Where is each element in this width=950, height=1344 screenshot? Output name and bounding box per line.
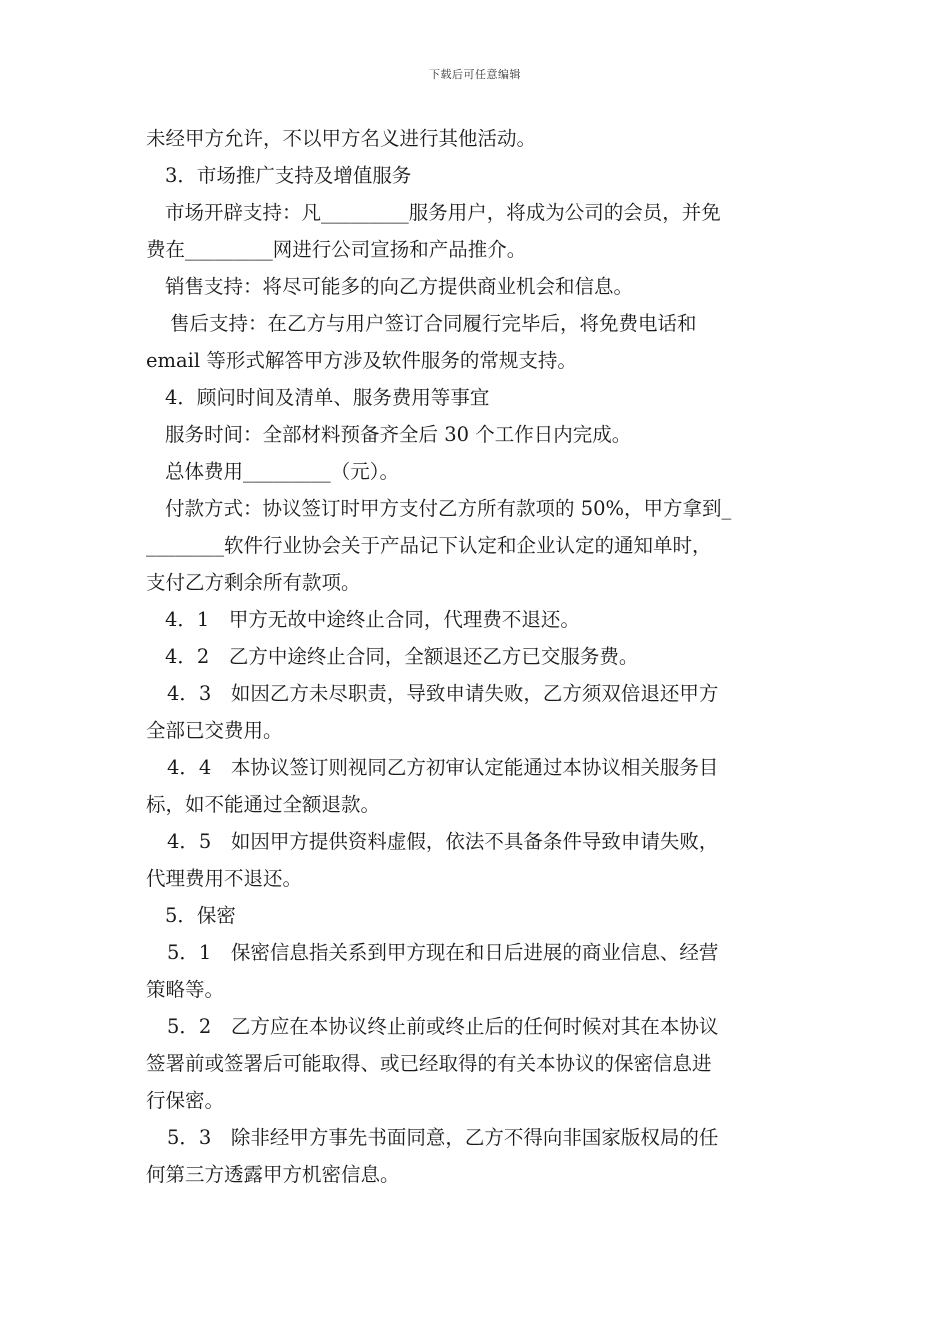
paragraph-line: 标，如不能通过全额退款。 <box>146 793 381 816</box>
paragraph-line: 支付乙方剩余所有款项。 <box>146 571 361 594</box>
page-header: 下载后可任意编辑 <box>429 68 521 81</box>
paragraph-line: 费在_________网进行公司宣扬和产品推介。 <box>146 238 527 261</box>
paragraph-line: 未经甲方允许，不以甲方名义进行其他活动。 <box>146 127 537 150</box>
paragraph-line: 市场开辟支持：凡_________服务用户，将成为公司的会员，并免 <box>165 201 721 224</box>
section-heading-3: 3．市场推广支持及增值服务 <box>165 164 412 187</box>
paragraph-line: 全部已交费用。 <box>146 719 283 742</box>
paragraph-line: 总体费用_________（元）。 <box>165 460 400 483</box>
clause-line: 4．2 乙方中途终止合同，全额退还乙方已交服务费。 <box>165 645 639 668</box>
clause-line: 4．3 如因乙方未尽职责，导致申请失败，乙方须双倍退还甲方 <box>167 682 719 705</box>
section-heading-4: 4．顾问时间及清单、服务费用等事宜 <box>165 386 490 409</box>
paragraph-line: email 等形式解答甲方涉及软件服务的常规支持。 <box>146 349 577 372</box>
paragraph-line: 服务时间：全部材料预备齐全后 30 个工作日内完成。 <box>165 423 632 446</box>
clause-line: 5．2 乙方应在本协议终止前或终止后的任何时候对其在本协议 <box>167 1015 719 1038</box>
paragraph-line: ________软件行业协会关于产品记下认定和企业认定的通知单时， <box>146 534 712 557</box>
paragraph-line: 策略等。 <box>146 978 225 1001</box>
clause-line: 4．1 甲方无故中途终止合同，代理费不退还。 <box>165 608 580 631</box>
paragraph-line: 代理费用不退还。 <box>146 867 303 890</box>
document-body <box>146 120 810 1193</box>
paragraph-line: 何第三方透露甲方机密信息。 <box>146 1163 400 1186</box>
clause-line: 5．3 除非经甲方事先书面同意，乙方不得向非国家版权局的任 <box>167 1126 719 1149</box>
paragraph-line: 行保密。 <box>146 1089 225 1112</box>
section-heading-5: 5．保密 <box>165 904 236 927</box>
clause-line: 5．1 保密信息指关系到甲方现在和日后进展的商业信息、经营 <box>167 941 719 964</box>
clause-line: 4．4 本协议签订则视同乙方初审认定能通过本协议相关服务目 <box>167 756 719 779</box>
clause-line: 4．5 如因甲方提供资料虚假，依法不具备条件导致申请失败， <box>167 830 719 853</box>
paragraph-line: 售后支持：在乙方与用户签订合同履行完毕后，将免费电话和 <box>170 312 697 335</box>
paragraph-line: 销售支持：将尽可能多的向乙方提供商业机会和信息。 <box>165 275 634 298</box>
paragraph-line: 付款方式：协议签订时甲方支付乙方所有款项的 50%，甲方拿到_ <box>165 497 732 520</box>
paragraph-line: 签署前或签署后可能取得、或已经取得的有关本协议的保密信息进 <box>146 1052 712 1075</box>
